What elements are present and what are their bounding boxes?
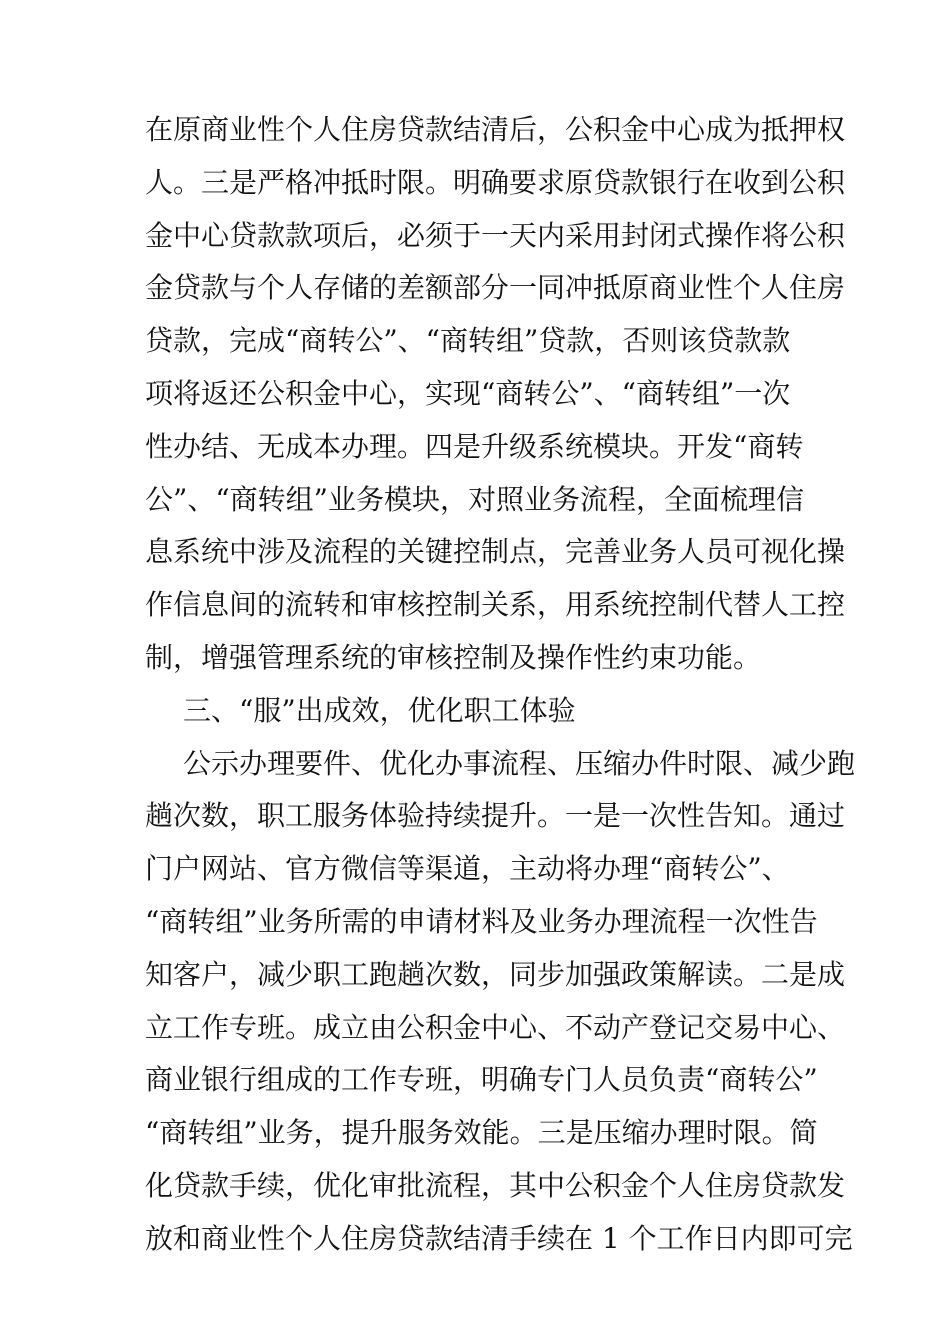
paragraph-line: 商业银行组成的工作专班，明确专门人员负责“商转公” (145, 1063, 818, 1097)
paragraph-line: 门户网站、官方微信等渠道，主动将办理“商转公”、 (145, 852, 790, 886)
paragraph-line: 在原商业性个人住房贷款结清后，公积金中心成为抵押权 (145, 113, 846, 146)
paragraph-line: 放和商业性个人住房贷款结清手续在 1 个工作日内即可完 (145, 1221, 853, 1255)
paragraph-line: 公示办理要件、优化办事流程、压缩办件时限、减少跑 (183, 746, 856, 780)
paragraph-line: 息系统中涉及流程的关键控制点，完善业务人员可视化操 (145, 535, 846, 569)
paragraph-line: 性办结、无成本办理。四是升级系统模块。开发“商转 (145, 429, 804, 463)
section-heading: 三、“服”出成效，优化职工体验 (183, 693, 576, 727)
paragraph-line: 知客户，减少职工跑趟次数，同步加强政策解读。二是成 (145, 957, 846, 991)
paragraph-line: “商转组”业务所需的申请材料及业务办理流程一次性告 (145, 904, 818, 938)
paragraph-line: 制，增强管理系统的审核控制及操作性约束功能。 (145, 640, 762, 674)
paragraph-line: 金贷款与个人存储的差额部分一同冲抵原商业性个人住房 (145, 271, 846, 305)
paragraph-line: 立工作专班。成立由公积金中心、不动产登记交易中心、 (145, 1010, 846, 1044)
paragraph-line: 项将返还公积金中心，实现“商转公”、“商转组”一次 (145, 376, 791, 410)
document-body (145, 104, 856, 1266)
paragraph-line: 作信息间的流转和审核控制关系，用系统控制代替人工控 (145, 588, 846, 622)
paragraph-line: 化贷款手续，优化审批流程，其中公积金个人住房贷款发 (145, 1168, 846, 1202)
paragraph-line: 金中心贷款款项后，必须于一天内采用封闭式操作将公积 (145, 218, 846, 252)
paragraph-line: 贷款，完成“商转公”、“商转组”贷款，否则该贷款款 (145, 324, 791, 358)
paragraph-line: 人。三是严格冲抵时限。明确要求原贷款银行在收到公积 (145, 165, 846, 199)
paragraph-line: 趟次数，职工服务体验持续提升。一是一次性告知。通过 (145, 799, 846, 833)
paragraph-line: 公”、“商转组”业务模块，对照业务流程，全面梳理信 (145, 482, 804, 516)
paragraph-line: “商转组”业务，提升服务效能。三是压缩办理时限。简 (145, 1116, 818, 1150)
